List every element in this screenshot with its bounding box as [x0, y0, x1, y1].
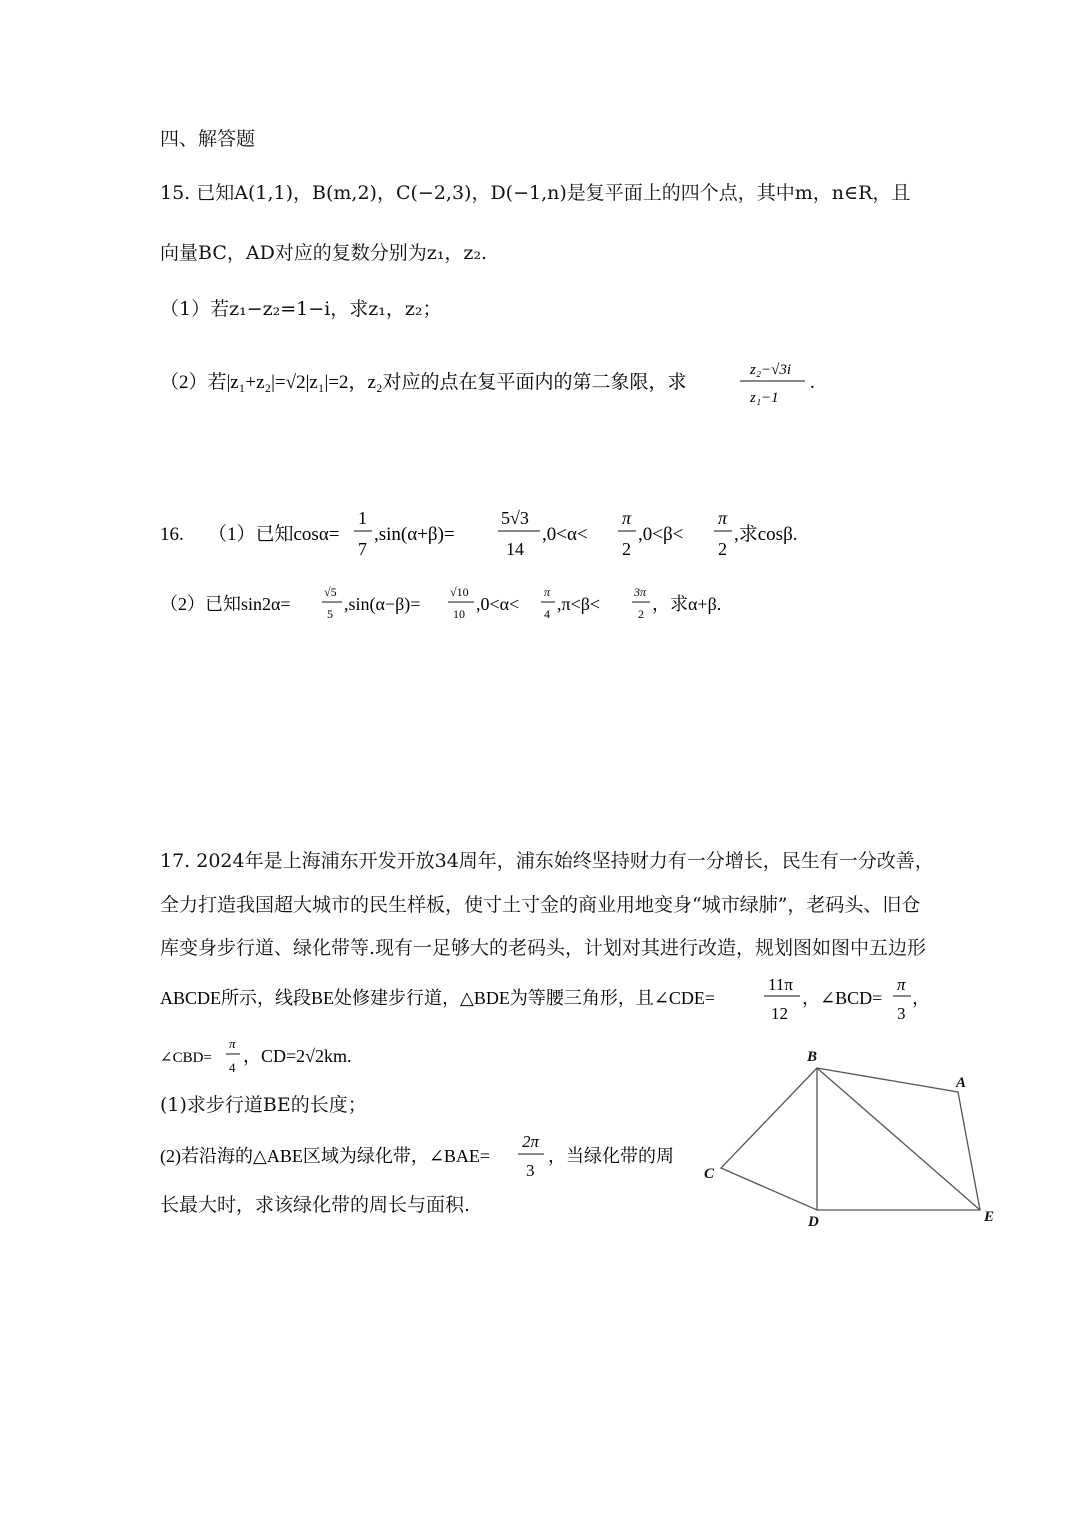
- q17-f1-den: 12: [771, 1004, 788, 1023]
- q16-f3-num: π: [622, 508, 632, 528]
- q17-l4-c: ，: [912, 988, 930, 1008]
- q16-p2-a: （2）已知sin2α=: [160, 594, 291, 614]
- q17-line4: [160, 970, 930, 1028]
- q17-part1: (1)求步行道BE的长度；: [160, 1094, 367, 1116]
- q17-f4-num: 2π: [522, 1132, 540, 1151]
- q17-f3-num: π: [229, 1036, 236, 1051]
- q16-f1-num: 1: [358, 508, 367, 528]
- q17-p2-a: (2)若沿海的△ABE区域为绿化带，∠BAE=: [160, 1146, 491, 1166]
- q16-f7-den: 4: [544, 607, 550, 621]
- q16-f3-den: 2: [622, 539, 631, 559]
- label-d: D: [808, 1214, 819, 1230]
- q17-part2-line2: 长最大时，求该绿化带的周长与面积.: [160, 1194, 471, 1216]
- q16-f6-den: 10: [453, 607, 465, 621]
- q17-l5-b: ，CD=2√2km.: [243, 1046, 352, 1066]
- label-a: A: [956, 1075, 967, 1091]
- pentagon-figure: [690, 1040, 1020, 1240]
- q16-p1-e: ,求cosβ.: [734, 524, 798, 545]
- q15-part2: [160, 352, 860, 412]
- q15-part2-text: （2）若|z₁+z₂|=√2|z₁|=2，z₂对应的点在复平面内的第二象限，求: [160, 372, 687, 393]
- q16-f4-den: 2: [718, 539, 727, 559]
- q16-f2-den: 14: [506, 539, 524, 559]
- q17-line2: 全力打造我国超大城市的民生样板，使寸土寸金的商业用地变身“城市绿肺”，老码头、旧仓: [160, 894, 921, 916]
- q16-f8-num: 3π: [634, 585, 647, 599]
- q16-p2-e: ，求α+β.: [652, 594, 722, 614]
- pentagon-outline: [721, 1068, 980, 1210]
- section-title: 四、解答题: [160, 128, 256, 150]
- q16-part1: [160, 503, 860, 565]
- q15-part1: （1）若z₁−z₂=1−i，求z₁，z₂；: [160, 298, 442, 320]
- q16-p2-b: ,sin(α−β)=: [344, 594, 421, 614]
- label-c: C: [704, 1166, 715, 1182]
- q16-p1-d: ,0<β<: [638, 524, 684, 545]
- q16-label: 16.: [160, 524, 184, 545]
- q16-p1-a: （1）已知cosα=: [208, 524, 340, 545]
- q16-p1-c: ,0<α<: [542, 524, 588, 545]
- svg-text:.: .: [810, 372, 815, 393]
- q16-p1-b: ,sin(α+β)=: [374, 524, 455, 545]
- q17-l4-b: ，∠BCD=: [802, 988, 883, 1008]
- q17-line1: 17. 2024年是上海浦东开发开放34周年，浦东始终坚持财力有一分增长，民生有一分改善，: [160, 850, 934, 872]
- q16-f7-num: π: [544, 585, 551, 599]
- q17-l5-a: ∠CBD=: [160, 1050, 212, 1066]
- q16-part2: [160, 580, 860, 630]
- q17-line3: 库变身步行道、绿化带等.现有一足够大的老码头，计划对其进行改造，规划图如图中五边形: [160, 937, 927, 959]
- q17-f2-num: π: [897, 975, 906, 994]
- q16-f5-den: 5: [327, 607, 333, 621]
- q17-f3-den: 4: [229, 1060, 236, 1075]
- q16-f5-num: √5: [324, 585, 337, 599]
- q16-f4-num: π: [718, 508, 728, 528]
- q17-line5: [160, 1034, 490, 1080]
- q17-f4-den: 3: [526, 1161, 535, 1180]
- q15-frac-den: z₁−1: [750, 390, 779, 406]
- q17-f2-den: 3: [897, 1004, 906, 1023]
- q15-line1: 15. 已知A(1,1)，B(m,2)，C(−2,3)，D(−1,n)是复平面上的四个点，其中m，n∈R，且: [160, 182, 911, 204]
- q15-frac-num: z₂−√3i: [750, 362, 792, 378]
- q15-line2: 向量BC，AD对应的复数分别为z₁，z₂.: [160, 242, 488, 264]
- q17-part2: [160, 1128, 700, 1184]
- label-e: E: [984, 1209, 995, 1225]
- label-b: B: [807, 1049, 818, 1065]
- q16-f1-den: 7: [358, 539, 367, 559]
- q17-l4-a: ABCDE所示，线段BE处修建步行道，△BDE为等腰三角形，且∠CDE=: [160, 988, 716, 1008]
- q16-f6-num: √10: [450, 585, 469, 599]
- q16-p2-d: ,π<β<: [557, 594, 601, 614]
- q17-p2-b: ，当绿化带的周: [548, 1146, 674, 1166]
- q17-f1-num: 11π: [768, 975, 793, 994]
- q16-f2-num: 5√3: [501, 508, 529, 528]
- q16-p2-c: ,0<α<: [476, 594, 520, 614]
- q16-f8-den: 2: [638, 607, 644, 621]
